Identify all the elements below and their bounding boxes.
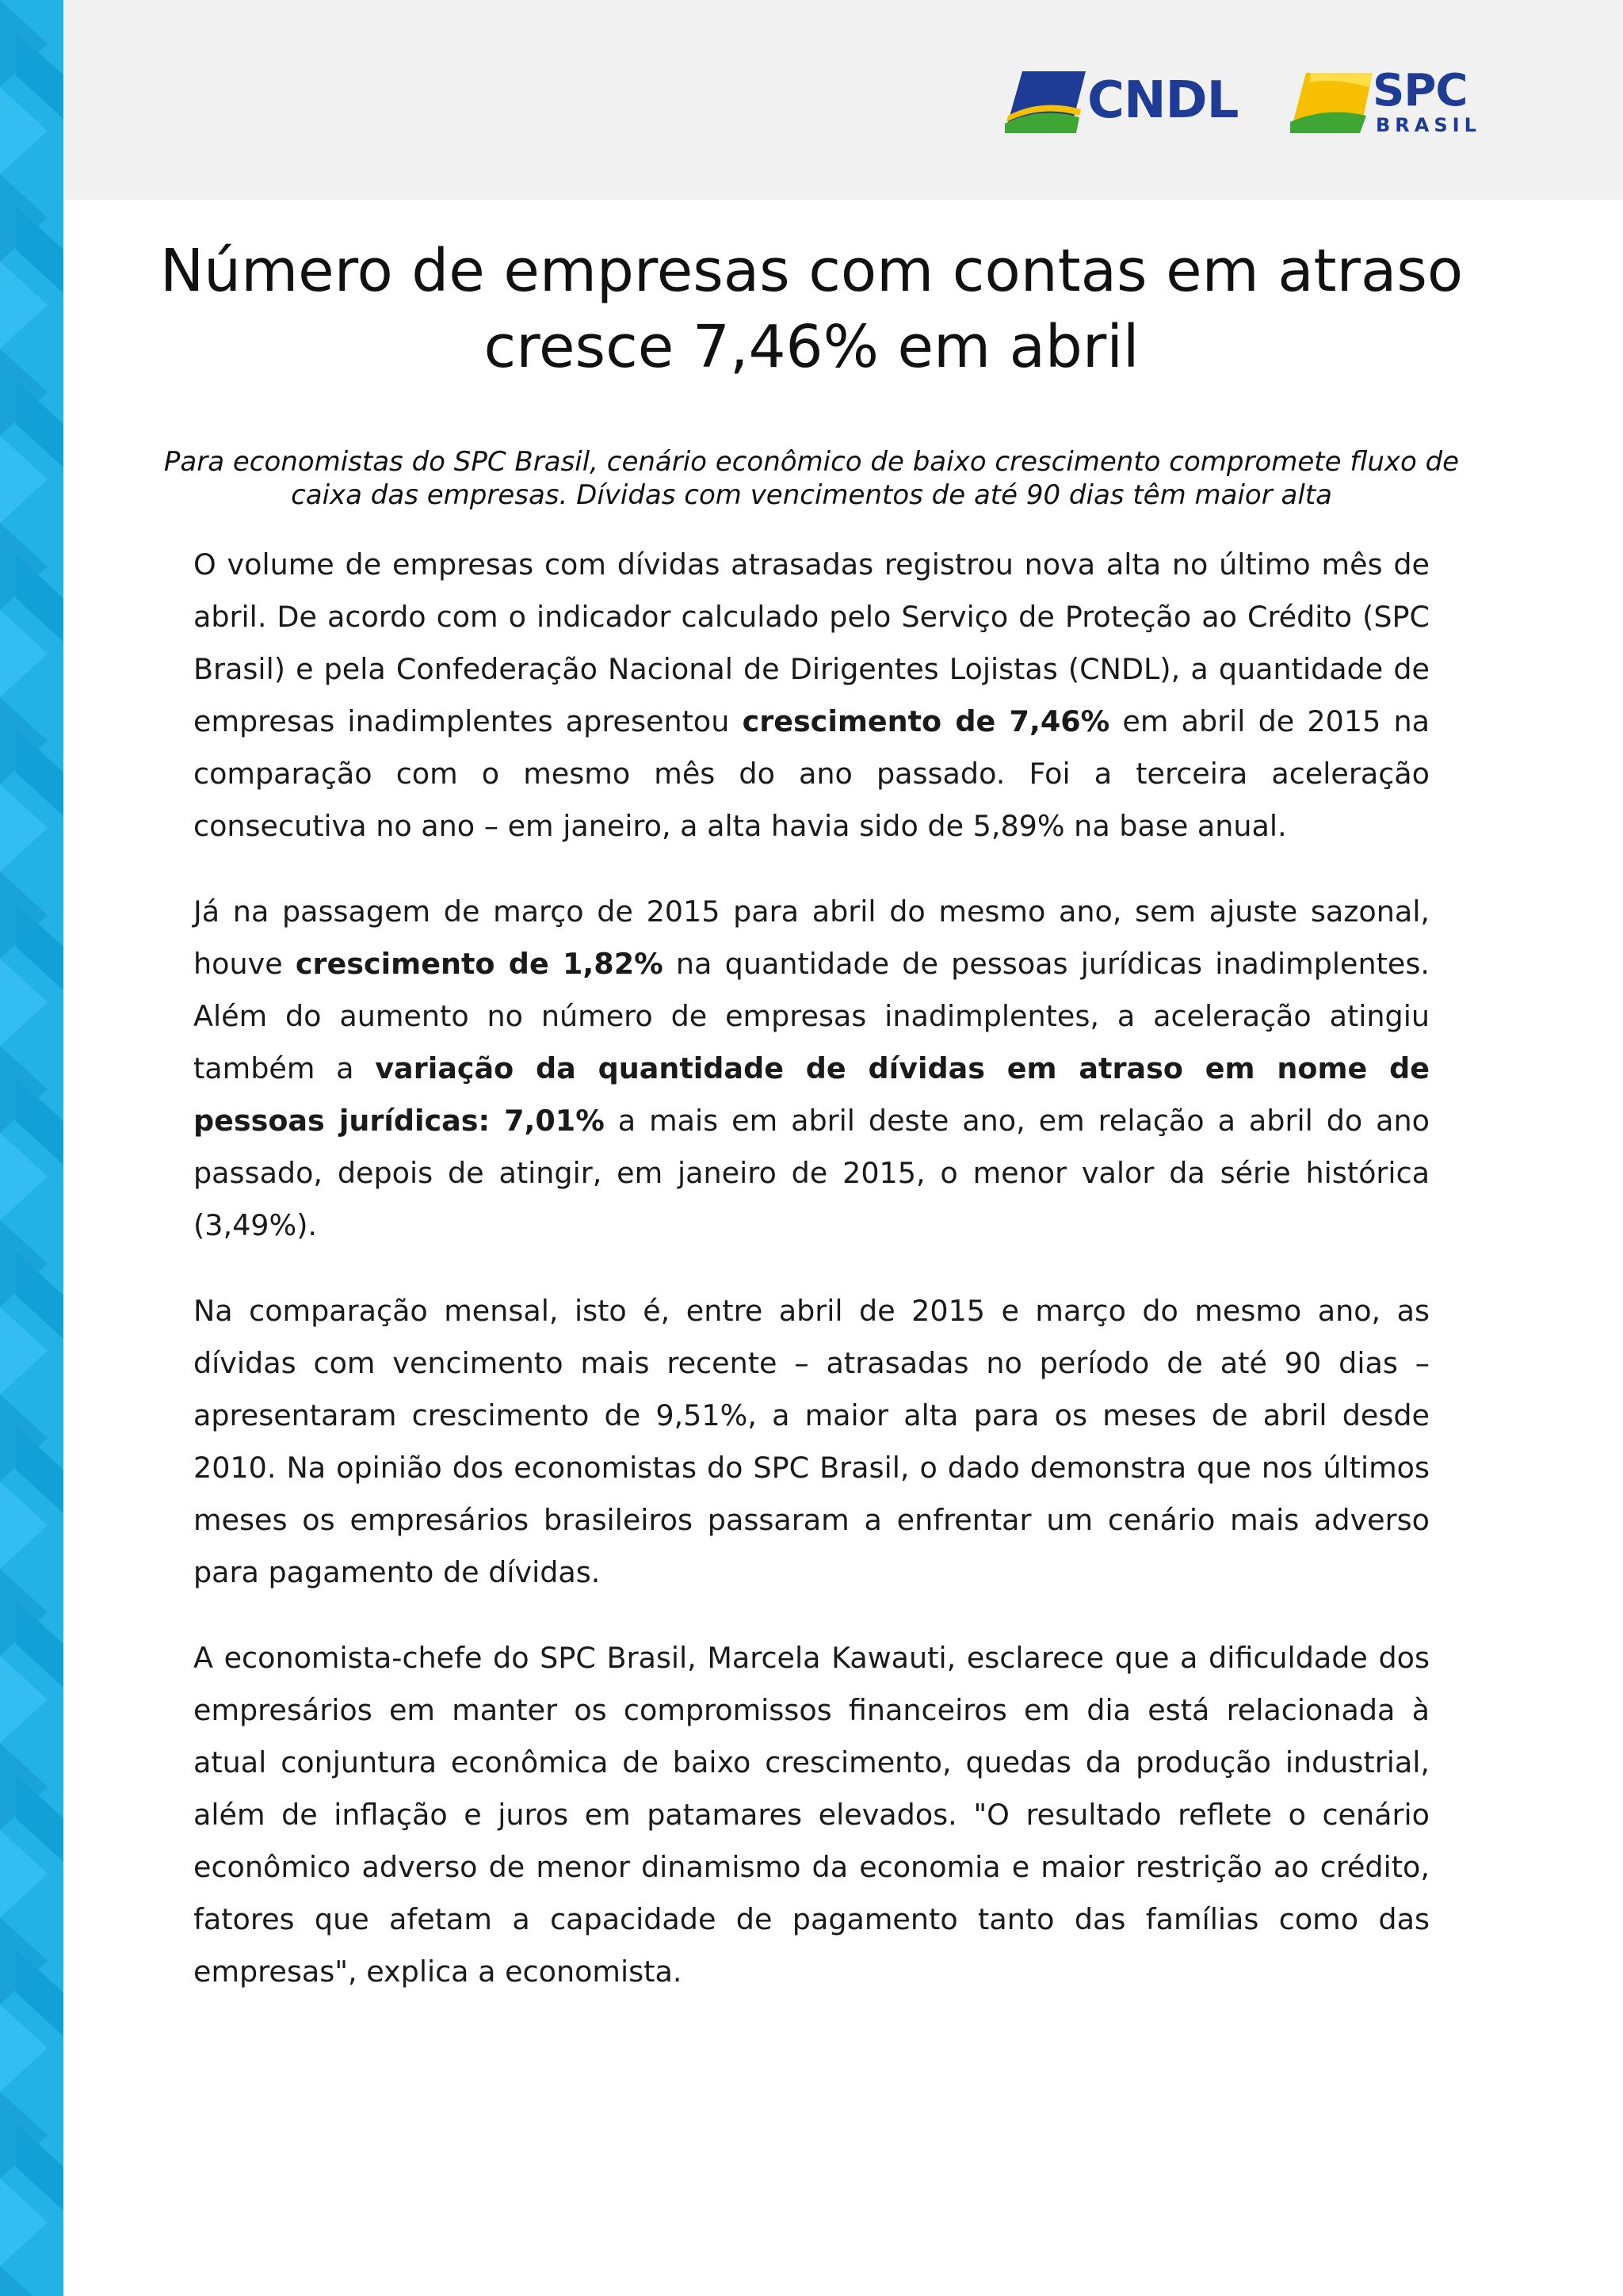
side-decorative-band xyxy=(0,0,63,2296)
spc-logo-subtext: BRASIL xyxy=(1376,114,1481,136)
paragraph-3: Na comparação mensal, isto é, entre abril de 2015 e março do mesmo ano, as dívidas com vencimento mais recente – atrasadas no período de até 90 dias – apresentaram crescimento de 9,51%, a maior alta para os meses de abril desde 2010. Na opinião dos economistas do SPC Brasil, o dado demonstra que nos últimos meses os empresários brasileiros passaram a enfrentar um cenário mais adverso para pagamento de dívidas. xyxy=(193,1294,1430,1589)
paragraph-1-text-end: em abril de 2015 na comparação com o mesmo mês do ano passado. Foi a terceira aceleração consecutiva no ano – em janeiro, a alta havia sido de 5,89% na base anual. xyxy=(193,704,1430,843)
paragraph-2-text: Já na passagem de março de 2015 para abril do mesmo ano, sem ajuste sazonal, houve xyxy=(193,894,1430,981)
spc-logo-shape-icon xyxy=(1287,67,1374,139)
paragraph-2-text-mid: na quantidade de pessoas jurídicas inadimplentes. Além do aumento no número de empresas inadimplentes, a aceleração atingiu também a xyxy=(193,947,1430,1085)
paragraph-1 xyxy=(193,539,1430,852)
paragraph-1-highlight: crescimento de 7,46% xyxy=(742,704,1110,738)
article-body xyxy=(193,539,1430,2031)
paragraph-4: A economista-chefe do SPC Brasil, Marcela Kawauti, esclarece que a dificuldade dos empresários em manter os compromissos financeiros em dia está relacionada à atual conjuntura econômica de baixo crescimento, quedas da produção industrial, além de inflação e juros em patamares elevados. "O resultado reflete o cenário econômico adverso de menor dinamismo da economia e maior restrição ao crédito, fatores que afetam a capacidade de pagamento tanto das famílias como das empresas", explica a economista. xyxy=(193,1641,1430,1989)
page-title: Número de empresas com contas em atraso cresce 7,46% em abril xyxy=(159,237,1464,381)
spc-logo-text: SPC xyxy=(1373,65,1468,116)
paragraph-2-highlight-2: variação da quantidade de dívidas em atraso em nome de pessoas jurídicas: 7,01% xyxy=(193,1051,1430,1138)
chevron-pattern-icon xyxy=(0,0,63,2296)
page-subtitle: Para economistas do SPC Brasil, cenário econômico de baixo crescimento compromete fluxo de caixa das empresas. Dívidas com vencimentos de até 90 dias têm maior alta xyxy=(163,446,1460,511)
cndl-logo-shape-icon xyxy=(1000,67,1087,138)
spc-brasil-logo xyxy=(1287,65,1481,139)
cndl-logo-text: CNDL xyxy=(1087,71,1239,130)
paragraph-2 xyxy=(193,886,1430,1252)
paragraph-2-text-end: a mais em abril deste ano, em relação a abril do ano passado, depois de atingir, em janeiro de 2015, o menor valor da série histórica (3,49%). xyxy=(193,1104,1430,1242)
paragraph-2-highlight-1: crescimento de 1,82% xyxy=(295,947,663,981)
paragraph-1-text: O volume de empresas com dívidas atrasadas registrou nova alta no último mês de abril. De acordo com o indicador calculado pelo Serviço de Proteção ao Crédito (SPC Brasil) e pela Confederação Nacional de Dirigentes Lojistas (CNDL), a quantidade de empresas inadimplentes apresentou xyxy=(193,547,1430,738)
cndl-logo xyxy=(1000,67,1239,138)
